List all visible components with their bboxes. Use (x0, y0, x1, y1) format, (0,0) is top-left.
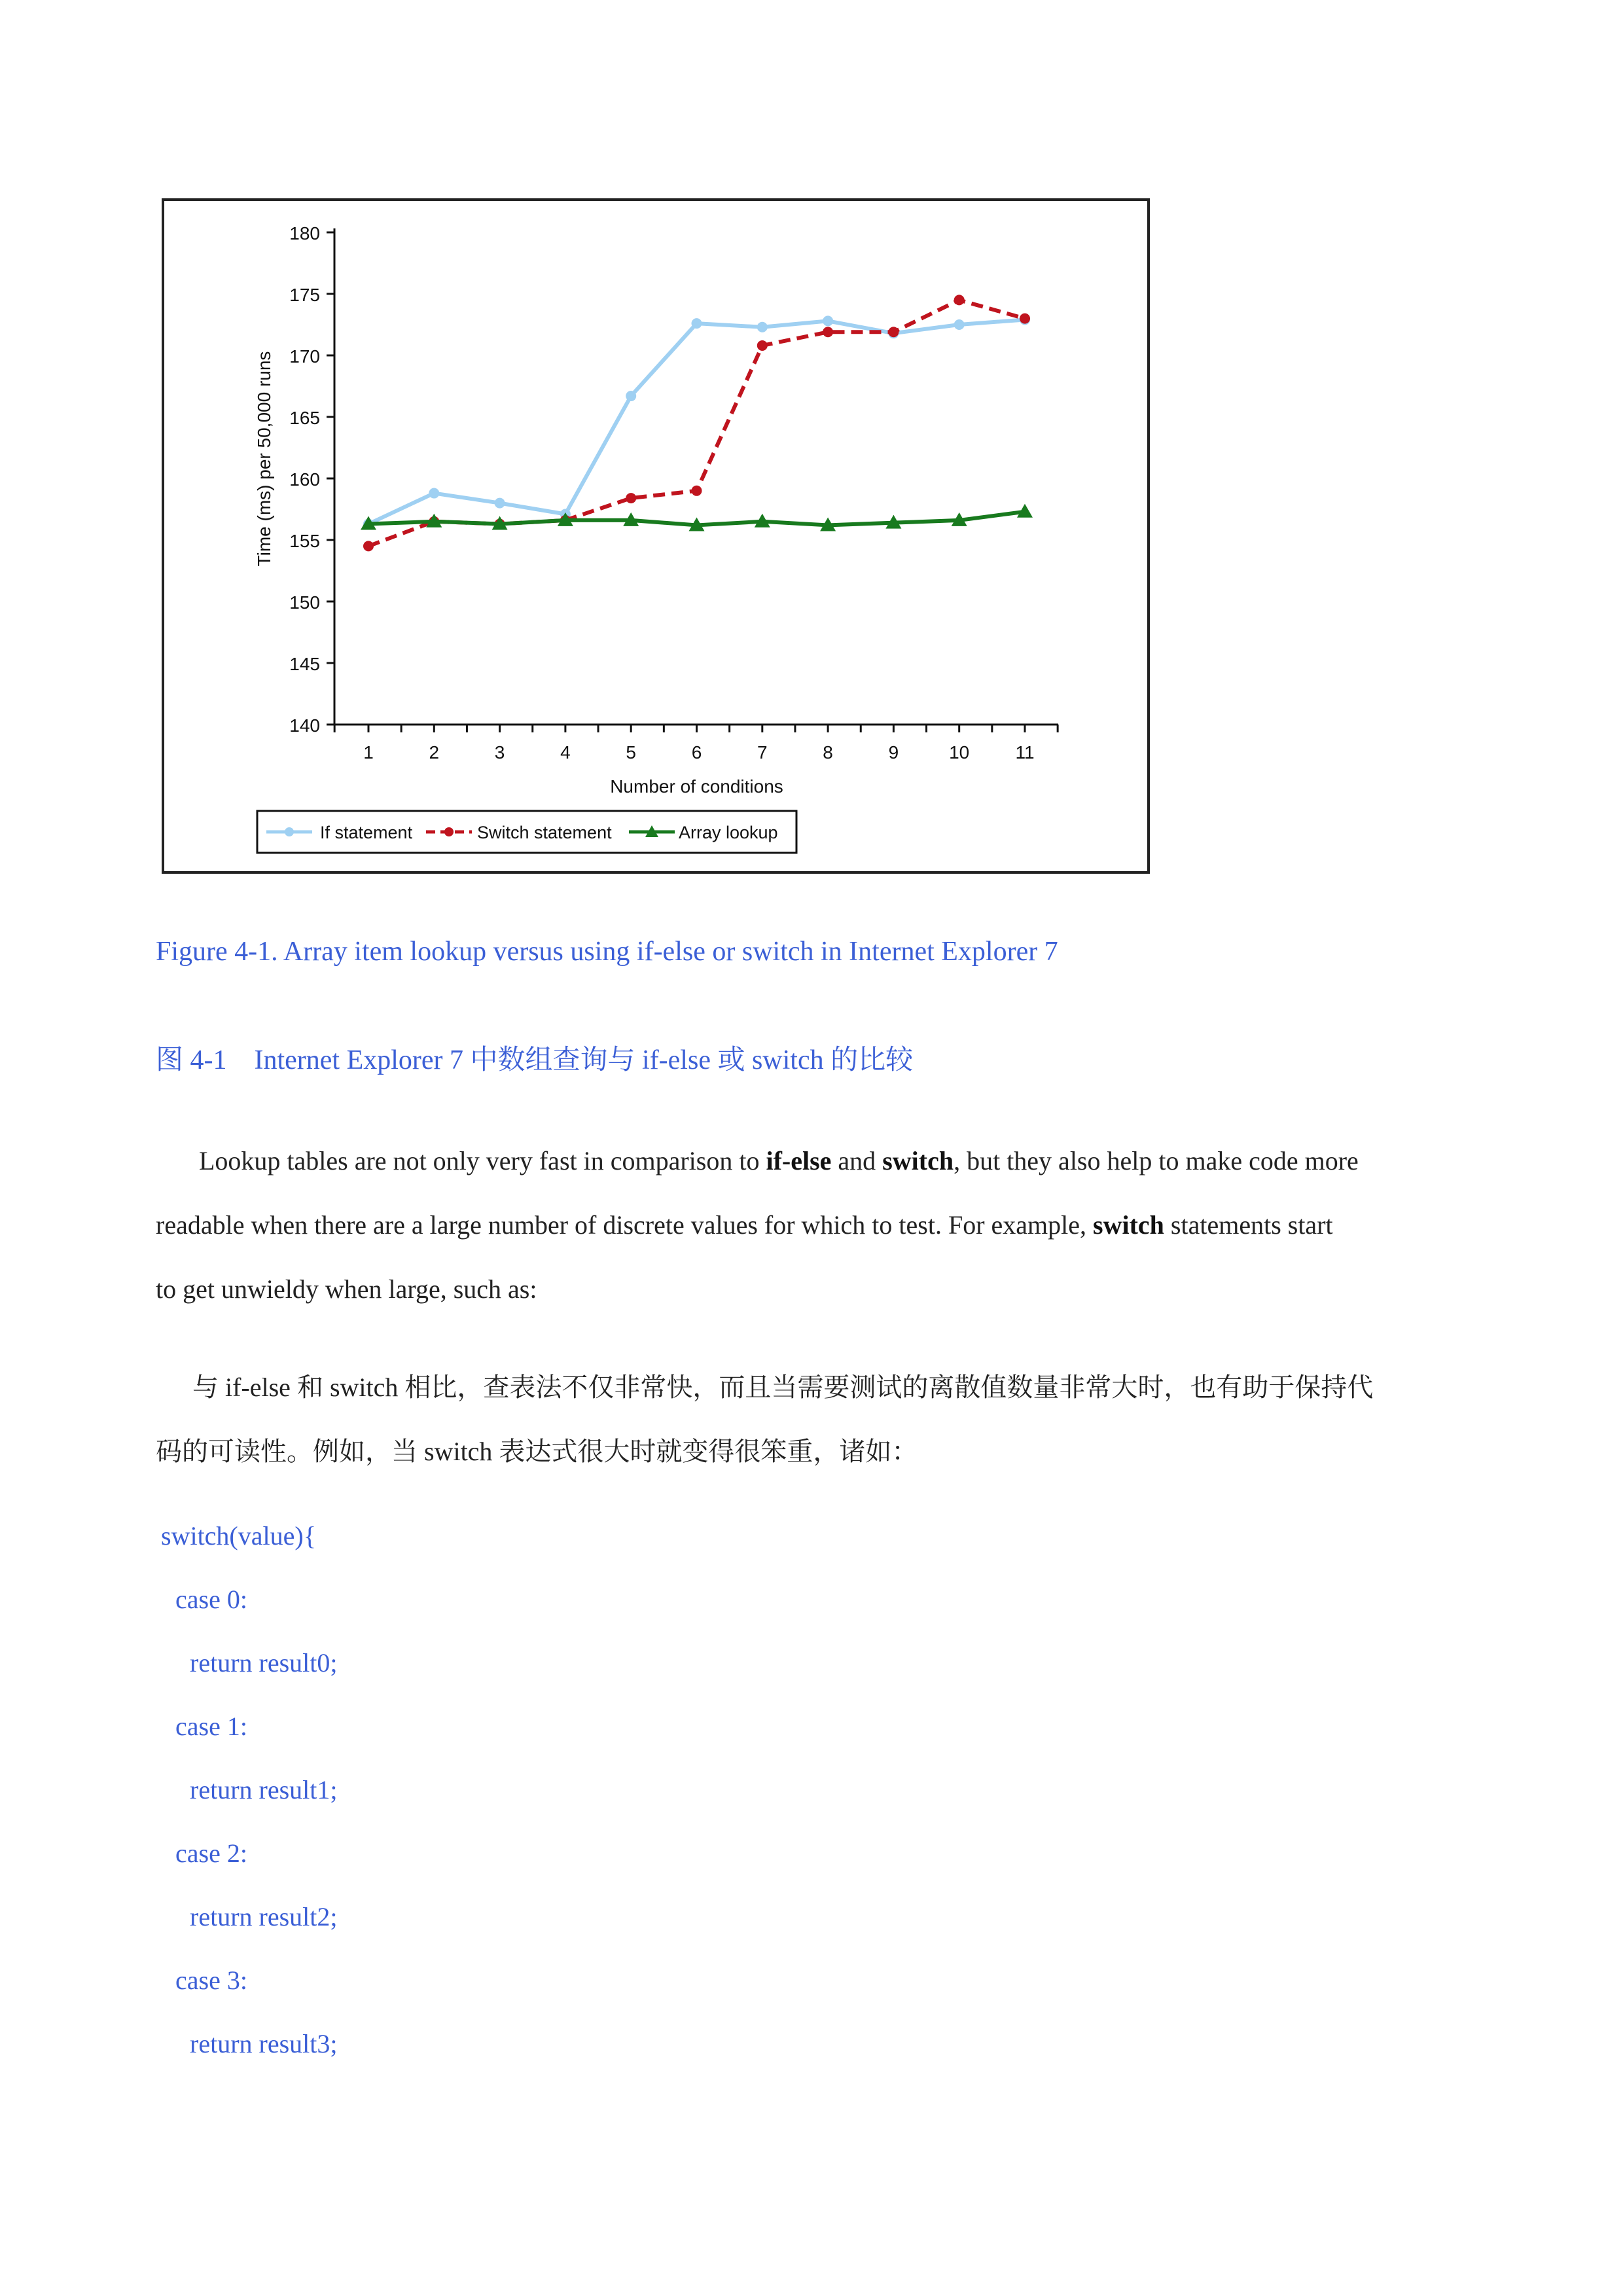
data-point (429, 488, 439, 499)
keyword-switch: switch (882, 1146, 954, 1175)
paragraph-en-line-1 (156, 1129, 1471, 1193)
legend (257, 811, 796, 853)
paragraph-en-line-3: to get unwieldy when large, such as: (156, 1274, 537, 1304)
y-tick-label: 150 (289, 592, 320, 613)
x-tick-label: 8 (823, 742, 833, 762)
data-point (1020, 314, 1030, 324)
text-run: , but they also help to make code more (954, 1146, 1359, 1175)
data-point (626, 391, 636, 401)
x-tick-label: 2 (429, 742, 440, 762)
y-tick-label: 180 (289, 223, 320, 243)
legend-label: If statement (320, 823, 413, 842)
x-tick-label: 1 (363, 742, 374, 762)
code-line: return result2; (190, 1902, 338, 1931)
data-point (757, 340, 768, 351)
line-chart (164, 201, 1147, 871)
x-tick-label: 3 (494, 742, 505, 762)
code-line: case 2: (175, 1839, 247, 1868)
y-tick-label: 175 (289, 285, 320, 305)
chart-frame (162, 198, 1150, 874)
data-point (823, 315, 833, 326)
y-tick-label: 165 (289, 408, 320, 428)
code-line: switch(value){ (161, 1521, 316, 1551)
data-point (495, 498, 505, 509)
legend-label: Array lookup (679, 823, 778, 842)
data-point (757, 322, 768, 332)
legend-label: Switch statement (477, 823, 612, 842)
figure-caption-en: Figure 4-1. Array item lookup versus using if-else or switch in Internet Explorer 7 (156, 937, 1058, 967)
paragraph-zh-line-2: 码的可读性。例如，当 switch 表达式很大时就变得很笨重，诸如： (156, 1437, 918, 1466)
data-point (823, 327, 833, 337)
figure-caption-zh: 图 4-1 Internet Explorer 7 中数组查询与 if-else 或 switch 的比较 (156, 1045, 914, 1075)
paragraph-en (156, 1129, 1471, 1321)
data-point (692, 486, 702, 496)
y-tick-label: 170 (289, 346, 320, 367)
text-run: Lookup tables are not only very fast in comparison to (199, 1146, 766, 1175)
keyword-switch: switch (1093, 1210, 1164, 1240)
data-point (363, 541, 374, 551)
legend-marker (285, 827, 294, 836)
legend-marker (444, 827, 454, 836)
paragraph-zh-line-1: 与 if-else 和 switch 相比，查表法不仅非常快，而且当需要测试的离散值数量非常大时，也有助于保持代 (192, 1372, 1374, 1402)
code-line: case 0: (175, 1585, 247, 1614)
data-point (626, 493, 636, 503)
data-point (954, 319, 965, 330)
y-tick-label: 160 (289, 469, 320, 490)
paragraph-en-line-2 (156, 1193, 1471, 1257)
paragraph-zh (156, 1355, 1471, 1484)
y-tick-label: 140 (289, 715, 320, 736)
code-line: case 1: (175, 1712, 247, 1741)
x-tick-label: 7 (757, 742, 768, 762)
code-line: return result1; (190, 1775, 338, 1804)
x-axis-label: Number of conditions (610, 776, 783, 797)
x-tick-label: 10 (949, 742, 970, 762)
text-run: and (831, 1146, 883, 1175)
text-run: readable when there are a large number of discrete values for which to test. For example, (156, 1210, 1094, 1240)
y-tick-label: 145 (289, 654, 320, 674)
x-tick-label: 6 (691, 742, 702, 762)
code-line: case 3: (175, 1965, 247, 1995)
data-point (692, 318, 702, 329)
x-tick-label: 9 (888, 742, 899, 762)
y-tick-label: 155 (289, 531, 320, 551)
x-tick-label: 5 (626, 742, 636, 762)
x-tick-label: 11 (1015, 742, 1035, 762)
data-point (954, 295, 965, 305)
data-point (888, 327, 899, 337)
text-run: statements start (1164, 1210, 1333, 1240)
series-line (368, 300, 1025, 546)
x-tick-label: 4 (560, 742, 571, 762)
code-line: return result0; (190, 1648, 338, 1677)
keyword-if-else: if-else (766, 1146, 832, 1175)
y-axis-label: Time (ms) per 50,000 runs (254, 351, 274, 567)
code-line: return result3; (190, 2029, 338, 2058)
